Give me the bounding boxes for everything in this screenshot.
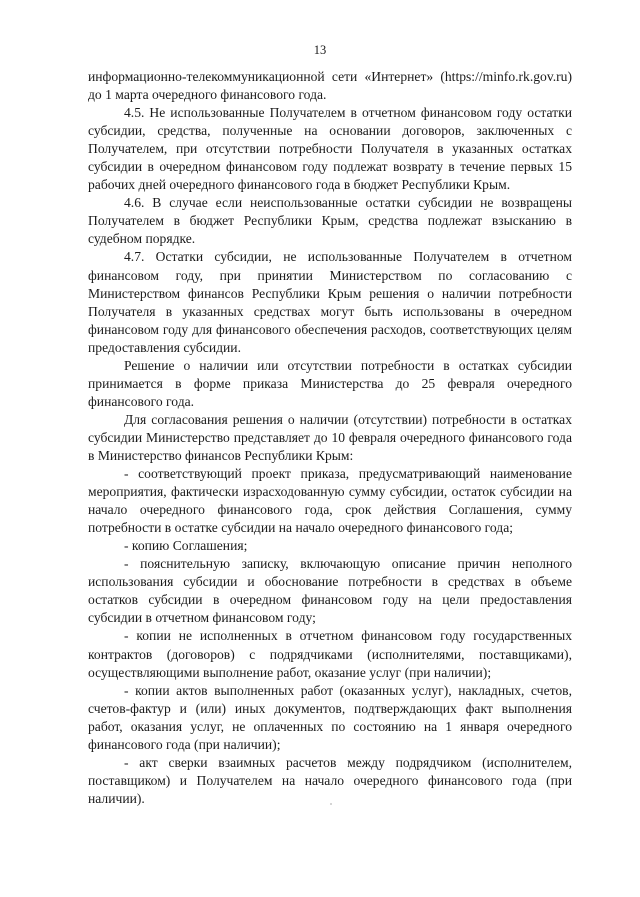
paragraph-approval-intro: Для согласования решения о наличии (отсутствии) потребности в остатках субсидии Министерство представляет до 10 февраля очередного финансового года в Министерство финансов Республики Крым: <box>88 411 572 463</box>
document-body <box>88 68 572 808</box>
paragraph-continuation: информационно-телекоммуникационной сети «Интернет» (https://minfo.rk.gov.ru) до 1 марта очередного финансового года. <box>88 69 572 103</box>
list-item-explanatory-note: - пояснительную записку, включающую описание причин неполного использования субсидии и обоснование потребности в средствах в объеме остатков субсидии в очередном финансовом году на цели предоставления субсидии в отчетном финансовом году; <box>88 556 572 626</box>
list-item-reconciliation: - акт сверки взаимных расчетов между подрядчиком (исполнителем, поставщиком) и Получателем на начало очередного финансового года (при наличии). <box>88 754 572 806</box>
page-number: 13 <box>313 43 327 57</box>
list-item-contracts: - копии не исполненных в отчетном финансовом году государственных контрактов (договоров) с подрядчиками (исполнителями, поставщиками), осуществляющими выполнение работ, оказание услуг (при наличии); <box>88 628 572 680</box>
paragraph-decision: Решение о наличии или отсутствии потребности в остатках субсидии принимается в форме приказа Министерства до 25 февраля очередного финансового года. <box>88 357 572 409</box>
paragraph-4-7: 4.7. Остатки субсидии, не использованные Получателем в отчетном финансовом году, при принятии Министерством по согласованию с Министерством финансов Республики Крым решения о наличии потребности Получателя в указанных средствах могут быть использованы в очередном финансовом году для финансового обеспечения расходов, соответствующих целям предоставления субсидии. <box>88 249 572 355</box>
list-item-agreement-copy: - копию Соглашения; <box>124 538 248 554</box>
list-item-acts: - копии актов выполненных работ (оказанных услуг), накладных, счетов, счетов-фактур и (или) иных документов, подтверждающих факт выполнения работ, оказания услуг, не оплаченных по состоянию на 1 января очередного финансового года (при наличии); <box>88 682 572 752</box>
paragraph-4-5: 4.5. Не использованные Получателем в отчетном финансовом году остатки субсидии, средства, полученные на основании договоров, заключенных с Получателем, при отсутствии потребности Получателя в указанных остатках субсидии в очередном финансовом году подлежат возврату в течение первых 15 рабочих дней очередного финансового года в бюджет Республики Крым. <box>88 105 572 193</box>
paragraph-4-6: 4.6. В случае если неиспользованные остатки субсидии не возвращены Получателем в бюджет Республики Крым, средства подлежат взысканию в судебном порядке. <box>88 195 572 247</box>
list-item-draft-order: - соответствующий проект приказа, предусматривающий наименование мероприятия, фактически израсходованную сумму субсидии, остаток субсидии на начало очередного финансового года, срок действия Соглашения, сумму потребности в остатке субсидии на начало очередного финансового года; <box>88 466 572 536</box>
scan-speck <box>330 803 332 805</box>
